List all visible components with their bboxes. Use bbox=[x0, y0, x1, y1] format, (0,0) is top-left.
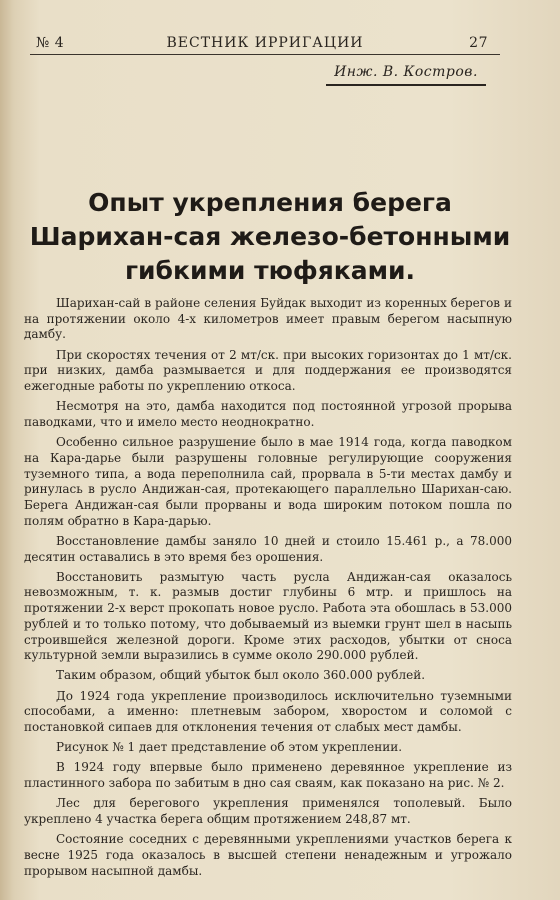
paragraph: Лес для берегового укрепления применялся тополевый. Было укреплено 4 участка берега общим протяжением 248,87 мт. bbox=[24, 796, 512, 827]
author-byline: Инж. В. Костров. bbox=[326, 64, 486, 86]
title-line: гибкими тюфяками. bbox=[124, 256, 416, 285]
paragraph: Восстановить размытую часть русла Андижан-сая оказалось невозможным, т. к. размыв достиг глубины 6 мтр. и пришлось на протяжении 2-х верст прокопать новое русло. Работа эта обошлась в 53.000 рублей и то только потому, что добываемый из выемки грунт шел в насыпь строившейся железной дороги. Кроме этих расходов, убытки от сноса культурной земли выразились в сумме около 290.000 рублей. bbox=[24, 569, 512, 663]
paragraph: При скоростях течения от 2 мт/ск. при высоких горизонтах до 1 мт/ск. при низких, дамба размывается и для поддержания ее производятся ежегодные работы по укреплению откоса. bbox=[24, 347, 512, 394]
paragraph: В 1924 году впервые было применено деревянное укрепление из пластинного забора по забитым в дно сая сваям, как показано на рис. № 2. bbox=[24, 760, 512, 791]
article-body bbox=[24, 296, 512, 884]
title-line: Опыт укрепления берега bbox=[88, 188, 452, 217]
paragraph: Таким образом, общий убыток был около 360.000 рублей. bbox=[56, 668, 426, 683]
page-number: 27 bbox=[469, 35, 488, 51]
paragraph: Состояние соседних с деревянными укреплениями участков берега к весне 1925 года оказалось в высшей степени ненадежным и угрожало прорывом насыпной дамбы. bbox=[24, 832, 512, 878]
journal-title: ВЕСТНИК ИРРИГАЦИИ bbox=[166, 35, 364, 51]
paragraph: Особенно сильное разрушение было в мае 1914 года, когда паводком на Кара-дарье были разрушены головные регулирующие сооружения туземного типа, а вода переполнила сай, прорвала в 5-ти местах дамбу и ринулась в русло Андижан-сая, протекающего параллельно Шарихан-саю. Берега Андижан-сая были прорваны и вода широким потоком пошла по полям обратно в Кара-дарью. bbox=[24, 435, 512, 528]
article-title bbox=[20, 186, 520, 288]
running-header bbox=[30, 32, 500, 55]
paragraph: Шарихан-сай в районе селения Буйдак выходит из коренных берегов и на протяжении около 4-х километров имеет правым берегом насыпную дамбу. bbox=[24, 296, 512, 342]
issue-number: № 4 bbox=[36, 35, 65, 51]
paragraph: Рисунок № 1 дает представление об этом укреплении. bbox=[56, 740, 403, 755]
paragraph: До 1924 года укрепление производилось исключительно туземными способами, а именно: плетневым забором, хворостом и соломой с постановкой сипаев для отклонения течения от слабых мест дамбы. bbox=[24, 688, 512, 735]
title-line: Шарихан-сая железо-бетонными bbox=[29, 222, 511, 251]
paragraph: Несмотря на это, дамба находится под постоянной угрозой прорыва паводками, что и имело место неоднократно. bbox=[24, 399, 512, 429]
paragraph: Восстановление дамбы заняло 10 дней и стоило 15.461 р., а 78.000 десятин оставались в это время без орошения. bbox=[24, 533, 512, 564]
